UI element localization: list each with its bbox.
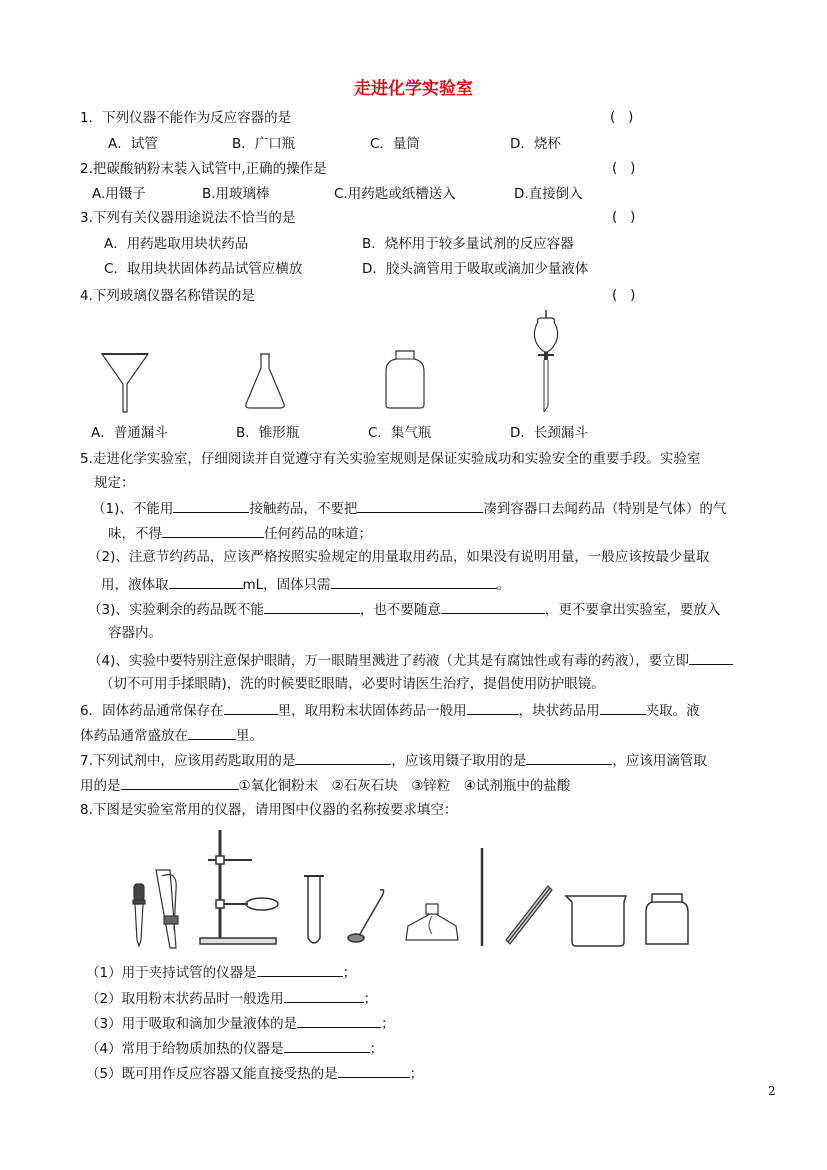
question-6-cont: 体药品通常盛放在 里。: [80, 725, 263, 745]
answer-blank[interactable]: [284, 988, 364, 1003]
answer-paren: ( ): [612, 209, 636, 225]
q4-option-d: D．长颈漏斗: [510, 425, 588, 441]
q8-sub-5: （5）既可用作反应容器又能直接受热的是 ；: [86, 1063, 423, 1083]
q1-option-c: C．量筒: [370, 136, 420, 152]
q2-option-b: B.用玻璃棒: [202, 186, 270, 202]
answer-blank[interactable]: [257, 962, 343, 977]
wide-mouth-bottle-figure: [646, 894, 688, 944]
q3-option-b: B．烧杯用于较多量试剂的反应容器: [362, 236, 574, 252]
answer-blank[interactable]: [357, 498, 483, 513]
q8-sub-3: （3）用于吸取和滴加少量液体的是 ；: [86, 1013, 395, 1033]
q4-option-c: C．集气瓶: [368, 425, 432, 441]
answer-blank[interactable]: [169, 574, 243, 589]
answer-blank[interactable]: [264, 599, 360, 614]
answer-blank[interactable]: [162, 523, 264, 538]
answer-blank[interactable]: [600, 700, 646, 715]
q5-part-3-cont: 容器内。: [108, 625, 162, 641]
question-5-stem-cont: 规定：: [94, 475, 135, 491]
question-8-stem: 8.下图是实验室常用的仪器，请用图中仪器的名称按要求填空：: [80, 802, 458, 818]
spatula-figure: [348, 890, 384, 942]
q8-sub-2: （2）取用粉末状药品时一般选用 ；: [86, 988, 377, 1008]
question-7-cont: 用的是 ①氧化铜粉末 ②石灰石块 ③锌粒 ④试剂瓶中的盐酸: [80, 775, 570, 795]
page-number: 2: [768, 1084, 776, 1098]
q2-option-a: A.用镊子: [92, 186, 146, 202]
q5-part-4-cont: （切不可用手揉眼睛)，洗的时候要眨眼睛，必要时请医生治疗，提倡使用防护眼镜。: [100, 676, 605, 692]
answer-paren: ( ): [610, 109, 634, 125]
answer-blank[interactable]: [441, 599, 545, 614]
q2-option-d: D.直接倒入: [514, 186, 583, 202]
answer-blank[interactable]: [121, 775, 239, 790]
q1-option-b: B．广口瓶: [232, 136, 296, 152]
answer-blank[interactable]: [295, 750, 391, 765]
question-2-stem: 2.把碳酸钠粉末装入试管中,正确的操作是: [80, 161, 327, 177]
beaker-figure: [566, 896, 626, 946]
q8-sub-1: （1）用于夹持试管的仪器是 ；: [86, 962, 356, 982]
q3-option-a: A．用药匙取用块状药品: [104, 236, 249, 252]
q5-part-3: （3)、实验剩余的药品既不能 ，也不要随意 ，更不要拿出实验室，要放入: [88, 599, 720, 619]
answer-paren: ( ): [612, 160, 636, 176]
question-1-stem: 1．下列仪器不能作为反应容器的是: [80, 110, 292, 126]
separatory-funnel-figure: [528, 308, 564, 416]
answer-blank[interactable]: [467, 700, 519, 715]
question-5-stem: 5.走进化学实验室，仔细阅读并自觉遵守有关实验室规则是保证实验成功和实验安全的重要手段。实验室: [80, 451, 701, 467]
question-6: 6．固体药品通常保存在 里，取用粉末状固体药品一般用 ，块状药品用 夹取。液: [80, 700, 700, 720]
q3-option-c: C．取用块状固体药品试管应横放: [104, 261, 303, 277]
q4-option-b: B．锥形瓶: [236, 425, 300, 441]
test-tube-figure: [304, 876, 324, 943]
dropper-figure: [133, 884, 145, 946]
q4-option-a: A．普通漏斗: [91, 425, 168, 441]
answer-blank[interactable]: [173, 498, 249, 513]
q1-option-a: A．试管: [108, 136, 158, 152]
funnel-figure: [98, 350, 158, 420]
q5-part-1-cont: 味，不得 任何药品的味道；: [108, 523, 372, 543]
gas-jar-figure: [382, 347, 432, 412]
answer-paren: ( ): [612, 287, 636, 303]
iron-stand-figure: [200, 830, 278, 944]
test-tube-holder-figure: [156, 870, 178, 948]
answer-blank[interactable]: [331, 574, 497, 589]
q3-option-d: D．胶头滴管用于吸取或滴加少量液体: [362, 261, 589, 277]
answer-blank[interactable]: [188, 725, 236, 740]
q5-part-4: （4)、实验中要特别注意保护眼睛，万一眼睛里溅进了药液（尤其是有腐蚀性或有毒的药液），要立即: [88, 650, 733, 670]
question-7: 7.下列试剂中，应该用药匙取用的是 ，应该用镊子取用的是 ，应该用滴管取: [80, 750, 707, 770]
q8-sub-4: （4）常用于给物质加热的仪器是 ；: [86, 1038, 383, 1058]
answer-blank[interactable]: [224, 700, 278, 715]
page-title: 走进化学实验室: [354, 79, 473, 99]
answer-blank[interactable]: [297, 1013, 381, 1028]
alcohol-lamp-figure: [406, 904, 458, 940]
q5-part-2: （2)、注意节约药品，应该严格按照实验规定的用量取用药品，如果没有说明用量，一般应该按最少量取: [88, 549, 710, 565]
question-3-stem: 3.下列有关仪器用途说法不恰当的是: [80, 210, 296, 226]
q5-part-1: （1)、不能用 接触药品，不要把 凑到容器口去闻药品（特别是气体）的气: [92, 498, 726, 518]
conical-flask-figure: [240, 350, 290, 412]
answer-blank[interactable]: [284, 1038, 370, 1053]
q2-option-c: C.用药匙或纸槽送入: [334, 186, 456, 202]
answer-blank[interactable]: [338, 1063, 410, 1078]
question-4-stem: 4.下列玻璃仪器名称错误的是: [80, 288, 255, 304]
q1-option-d: D．烧杯: [510, 136, 561, 152]
answer-blank[interactable]: [689, 650, 733, 665]
apparatus-figure-row: [130, 830, 700, 950]
answer-blank[interactable]: [526, 750, 612, 765]
tweezers-figure: [506, 886, 552, 944]
q5-part-2-cont: 用，液体取 mL，固体只需 。: [101, 574, 510, 594]
